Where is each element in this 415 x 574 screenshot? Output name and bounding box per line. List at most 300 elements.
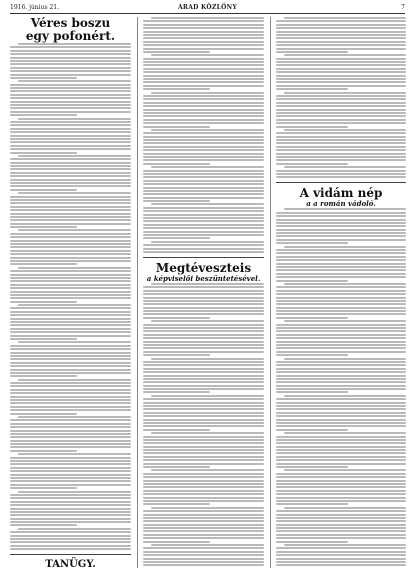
text-line-placeholder <box>143 248 264 250</box>
text-line-placeholder <box>10 67 131 69</box>
text-line-placeholder <box>10 206 131 208</box>
text-line-placeholder <box>276 239 406 241</box>
text-line-placeholder <box>143 375 264 377</box>
text-line-placeholder <box>10 226 77 228</box>
text-line-placeholder <box>10 240 131 242</box>
text-line-placeholder <box>143 109 264 111</box>
text-line-placeholder <box>10 148 131 150</box>
text-line-placeholder <box>10 189 77 191</box>
text-line-placeholder <box>10 406 131 408</box>
text-line-placeholder <box>143 20 264 22</box>
text-line-placeholder <box>276 95 406 97</box>
text-line-placeholder <box>10 369 131 371</box>
text-line-placeholder <box>276 58 406 60</box>
text-line-placeholder <box>276 153 406 155</box>
text-line-placeholder <box>10 158 131 160</box>
text-line-placeholder <box>10 328 131 330</box>
text-line-placeholder <box>143 102 264 104</box>
text-line-placeholder <box>18 304 131 306</box>
text-line-placeholder <box>143 476 264 478</box>
text-line-placeholder <box>276 293 406 295</box>
text-line-placeholder <box>10 433 131 435</box>
text-line-placeholder <box>143 436 264 438</box>
text-line-placeholder <box>10 355 131 357</box>
text-line-placeholder <box>276 510 406 512</box>
text-line-placeholder <box>10 121 131 123</box>
text-line-placeholder <box>276 115 406 117</box>
text-line-placeholder <box>276 85 406 87</box>
text-line-placeholder <box>143 412 264 414</box>
text-line-placeholder <box>143 534 264 536</box>
text-line-placeholder <box>276 64 406 66</box>
text-line-placeholder <box>143 530 264 532</box>
text-line-placeholder <box>143 398 264 400</box>
text-line-placeholder <box>276 514 406 516</box>
article-headline: Véres boszu <box>30 17 111 30</box>
text-line-placeholder <box>276 112 406 114</box>
text-line-placeholder <box>10 107 131 109</box>
text-line-placeholder <box>143 408 264 410</box>
text-line-placeholder <box>10 531 131 533</box>
text-line-placeholder <box>276 375 406 377</box>
text-line-placeholder <box>276 280 348 282</box>
text-line-placeholder <box>10 114 77 116</box>
text-line-placeholder <box>143 361 264 363</box>
text-line-placeholder <box>10 253 131 255</box>
column-2 <box>143 17 264 568</box>
text-line-placeholder <box>276 212 406 214</box>
text-line-placeholder <box>143 224 264 226</box>
text-line-placeholder <box>10 423 131 425</box>
text-line-placeholder <box>10 535 131 537</box>
text-line-placeholder <box>276 24 406 26</box>
text-line-placeholder <box>143 347 264 349</box>
text-line-placeholder <box>143 142 264 144</box>
text-line-placeholder <box>143 527 264 529</box>
text-line-placeholder <box>143 439 264 441</box>
text-line-placeholder <box>10 94 131 96</box>
text-line-placeholder <box>276 31 406 33</box>
text-line-placeholder <box>10 514 131 516</box>
text-line-placeholder <box>143 200 210 202</box>
text-line-placeholder <box>10 287 131 289</box>
text-line-placeholder <box>10 168 131 170</box>
text-line-placeholder <box>284 208 406 210</box>
text-line-placeholder <box>10 511 131 513</box>
text-line-placeholder <box>10 450 77 452</box>
text-line-placeholder <box>10 463 131 465</box>
text-line-placeholder <box>143 286 264 288</box>
text-line-placeholder <box>276 337 406 339</box>
text-line-placeholder <box>143 422 264 424</box>
text-line-placeholder <box>276 385 406 387</box>
text-line-placeholder <box>276 547 406 549</box>
text-line-placeholder <box>276 351 406 353</box>
text-line-placeholder <box>10 538 131 540</box>
text-line-placeholder <box>151 320 264 322</box>
text-line-placeholder <box>10 172 131 174</box>
text-line-placeholder <box>143 537 264 539</box>
text-line-placeholder <box>143 217 264 219</box>
text-line-placeholder <box>10 348 131 350</box>
text-line-placeholder <box>18 528 131 530</box>
text-line-placeholder <box>276 500 406 502</box>
text-line-placeholder <box>18 453 131 455</box>
text-line-placeholder <box>10 457 131 459</box>
text-line-placeholder <box>276 232 406 234</box>
text-line-placeholder <box>10 209 131 211</box>
text-line-placeholder <box>276 442 406 444</box>
text-line-placeholder <box>10 46 131 48</box>
text-line-placeholder <box>143 391 210 393</box>
text-line-placeholder <box>276 219 406 221</box>
text-line-placeholder <box>276 388 406 390</box>
text-line-placeholder <box>10 521 131 523</box>
text-line-placeholder <box>151 166 264 168</box>
text-line-placeholder <box>276 408 406 410</box>
text-line-placeholder <box>143 541 210 543</box>
text-line-placeholder <box>151 54 264 56</box>
text-line-placeholder <box>10 284 131 286</box>
text-line-placeholder <box>276 419 406 421</box>
text-line-placeholder <box>10 345 131 347</box>
text-line-placeholder <box>143 547 264 549</box>
text-line-placeholder <box>10 474 131 476</box>
text-line-placeholder <box>276 235 406 237</box>
text-line-placeholder <box>143 71 264 73</box>
text-line-placeholder <box>143 61 264 63</box>
text-line-placeholder <box>18 80 131 82</box>
text-line-placeholder <box>276 286 406 288</box>
text-line-placeholder <box>276 310 406 312</box>
text-line-placeholder <box>143 231 264 233</box>
text-line-placeholder <box>276 344 406 346</box>
text-line-placeholder <box>143 500 264 502</box>
text-line-placeholder <box>143 126 210 128</box>
issue-date: 1916. június 21. <box>10 4 59 11</box>
text-line-placeholder <box>276 242 348 244</box>
text-line-placeholder <box>276 136 406 138</box>
text-line-placeholder <box>276 402 406 404</box>
text-line-placeholder <box>10 335 131 337</box>
text-line-placeholder <box>10 524 77 526</box>
text-line-placeholder <box>143 351 264 353</box>
text-line-placeholder <box>143 459 264 461</box>
text-line-placeholder <box>276 102 406 104</box>
text-line-placeholder <box>276 88 348 90</box>
text-line-placeholder <box>143 452 264 454</box>
text-line-placeholder <box>276 98 406 100</box>
text-line-placeholder <box>18 491 131 493</box>
text-line-placeholder <box>143 37 264 39</box>
text-line-placeholder <box>276 139 406 141</box>
text-line-placeholder <box>143 75 264 77</box>
text-line-placeholder <box>10 314 131 316</box>
text-line-placeholder <box>143 180 264 182</box>
text-line-placeholder <box>10 274 131 276</box>
text-line-placeholder <box>10 419 131 421</box>
section-divider <box>276 182 406 183</box>
text-line-placeholder <box>10 338 77 340</box>
column-rule <box>270 17 271 568</box>
text-line-placeholder <box>18 229 131 231</box>
text-line-placeholder <box>143 146 264 148</box>
text-line-placeholder <box>276 142 406 144</box>
text-line-placeholder <box>10 409 131 411</box>
article-subheading: a a román vádoló. <box>306 199 376 209</box>
text-line-placeholder <box>276 27 406 29</box>
text-line-placeholder <box>276 368 406 370</box>
text-line-placeholder <box>10 263 77 265</box>
text-line-placeholder <box>276 41 406 43</box>
text-line-placeholder <box>10 270 131 272</box>
text-line-placeholder <box>276 439 406 441</box>
text-line-placeholder <box>143 159 264 161</box>
text-line-placeholder <box>284 54 406 56</box>
text-line-placeholder <box>10 223 131 225</box>
text-line-placeholder <box>143 307 264 309</box>
text-line-placeholder <box>10 131 131 133</box>
text-line-placeholder <box>143 88 210 90</box>
text-line-placeholder <box>143 170 264 172</box>
text-line-placeholder <box>143 313 264 315</box>
text-line-placeholder <box>276 34 406 36</box>
text-line-placeholder <box>10 291 131 293</box>
text-line-placeholder <box>10 440 131 442</box>
text-line-placeholder <box>18 43 131 45</box>
text-line-placeholder <box>10 202 131 204</box>
text-line-placeholder <box>143 378 264 380</box>
text-line-placeholder <box>276 476 406 478</box>
text-line-placeholder <box>10 301 77 303</box>
text-line-placeholder <box>143 293 264 295</box>
text-line-placeholder <box>284 544 406 546</box>
text-line-placeholder <box>143 132 264 134</box>
text-line-placeholder <box>143 183 264 185</box>
text-line-placeholder <box>10 277 131 279</box>
article-headline: Megtéveszteis <box>155 260 252 275</box>
text-line-placeholder <box>276 327 406 329</box>
text-line-placeholder <box>143 334 264 336</box>
text-line-placeholder <box>276 105 406 107</box>
text-line-placeholder <box>276 541 348 543</box>
text-line-placeholder <box>276 517 406 519</box>
text-line-placeholder <box>10 138 131 140</box>
article-body <box>143 17 264 253</box>
text-line-placeholder <box>151 129 264 131</box>
text-line-placeholder <box>143 561 264 563</box>
article-headline-line2: egy pofonért. <box>25 29 116 43</box>
text-line-placeholder <box>10 396 131 398</box>
text-line-placeholder <box>143 214 264 216</box>
text-line-placeholder <box>143 473 264 475</box>
text-line-placeholder <box>276 75 406 77</box>
text-line-placeholder <box>276 473 406 475</box>
section-divider <box>143 257 264 258</box>
text-line-placeholder <box>10 53 131 55</box>
text-line-placeholder <box>10 97 131 99</box>
text-line-placeholder <box>10 389 131 391</box>
text-line-placeholder <box>151 358 264 360</box>
text-line-placeholder <box>143 310 264 312</box>
text-line-placeholder <box>10 165 131 167</box>
text-line-placeholder <box>276 71 406 73</box>
text-line-placeholder <box>276 364 406 366</box>
text-line-placeholder <box>10 460 131 462</box>
text-line-placeholder <box>276 561 406 563</box>
text-line-placeholder <box>143 48 264 50</box>
text-line-placeholder <box>10 331 131 333</box>
text-line-placeholder <box>10 135 131 137</box>
text-line-placeholder <box>284 507 406 509</box>
text-line-placeholder <box>276 51 348 53</box>
text-line-placeholder <box>10 311 131 313</box>
text-line-placeholder <box>143 244 264 246</box>
text-line-placeholder <box>143 210 264 212</box>
article-headline: A vidám nép <box>299 186 383 201</box>
text-line-placeholder <box>143 466 210 468</box>
text-line-placeholder <box>143 524 264 526</box>
text-line-placeholder <box>276 527 406 529</box>
text-line-placeholder <box>10 74 131 76</box>
text-line-placeholder <box>276 163 348 165</box>
text-line-placeholder <box>143 344 264 346</box>
text-line-placeholder <box>10 124 131 126</box>
text-line-placeholder <box>143 115 264 117</box>
text-line-placeholder <box>276 290 406 292</box>
text-line-placeholder <box>151 469 264 471</box>
text-line-placeholder <box>276 126 348 128</box>
text-line-placeholder <box>10 141 131 143</box>
text-line-placeholder <box>276 347 406 349</box>
text-line-placeholder <box>10 196 131 198</box>
text-line-placeholder <box>276 480 406 482</box>
text-line-placeholder <box>10 436 131 438</box>
text-line-placeholder <box>143 517 264 519</box>
text-line-placeholder <box>284 469 406 471</box>
text-line-placeholder <box>143 64 264 66</box>
text-line-placeholder <box>276 68 406 70</box>
text-line-placeholder <box>276 486 406 488</box>
text-line-placeholder <box>18 416 131 418</box>
text-line-placeholder <box>276 324 406 326</box>
text-line-placeholder <box>276 48 406 50</box>
text-line-placeholder <box>276 256 406 258</box>
text-line-placeholder <box>276 37 406 39</box>
text-line-placeholder <box>10 470 131 472</box>
text-line-placeholder <box>276 530 406 532</box>
text-line-placeholder <box>10 179 131 181</box>
text-line-placeholder <box>10 501 131 503</box>
text-line-placeholder <box>276 173 406 175</box>
text-line-placeholder <box>10 152 77 154</box>
text-line-placeholder <box>143 68 264 70</box>
text-line-placeholder <box>143 456 264 458</box>
text-line-placeholder <box>143 327 264 329</box>
text-line-placeholder <box>276 391 348 393</box>
text-line-placeholder <box>284 246 406 248</box>
text-line-placeholder <box>10 162 131 164</box>
text-line-placeholder <box>143 520 264 522</box>
text-line-placeholder <box>151 241 264 243</box>
text-line-placeholder <box>276 466 348 468</box>
text-line-placeholder <box>143 442 264 444</box>
text-line-placeholder <box>151 432 264 434</box>
text-line-placeholder <box>143 112 264 114</box>
text-line-placeholder <box>276 44 406 46</box>
text-line-placeholder <box>143 153 264 155</box>
text-line-placeholder <box>143 173 264 175</box>
text-line-placeholder <box>143 303 264 305</box>
text-line-placeholder <box>10 57 131 59</box>
text-line-placeholder <box>143 34 264 36</box>
text-line-placeholder <box>143 105 264 107</box>
text-line-placeholder <box>10 243 131 245</box>
text-line-placeholder <box>143 78 264 80</box>
text-line-placeholder <box>143 136 264 138</box>
text-line-placeholder <box>143 297 264 299</box>
text-line-placeholder <box>276 534 406 536</box>
text-line-placeholder <box>10 446 131 448</box>
text-line-placeholder <box>276 225 406 227</box>
text-line-placeholder <box>143 98 264 100</box>
text-line-placeholder <box>10 182 131 184</box>
text-line-placeholder <box>143 429 210 431</box>
text-line-placeholder <box>10 70 131 72</box>
text-line-placeholder <box>276 334 406 336</box>
text-line-placeholder <box>18 192 131 194</box>
text-line-placeholder <box>143 300 264 302</box>
newspaper-title: ARAD KÖZLÖNY <box>177 4 238 11</box>
text-line-placeholder <box>276 483 406 485</box>
text-line-placeholder <box>18 379 131 381</box>
text-line-placeholder <box>143 364 264 366</box>
text-line-placeholder <box>10 399 131 401</box>
text-line-placeholder <box>143 514 264 516</box>
text-line-placeholder <box>10 101 131 103</box>
text-line-placeholder <box>10 362 131 364</box>
text-line-placeholder <box>143 44 264 46</box>
text-line-placeholder <box>276 149 406 151</box>
text-line-placeholder <box>276 398 406 400</box>
text-line-placeholder <box>143 156 264 158</box>
text-line-placeholder <box>143 385 264 387</box>
text-line-placeholder <box>10 104 131 106</box>
text-line-placeholder <box>284 395 406 397</box>
text-line-placeholder <box>143 405 264 407</box>
text-line-placeholder <box>284 358 406 360</box>
text-line-placeholder <box>143 149 264 151</box>
text-line-placeholder <box>276 456 406 458</box>
text-line-placeholder <box>276 463 406 465</box>
text-line-placeholder <box>276 381 406 383</box>
text-line-placeholder <box>143 554 264 556</box>
text-line-placeholder <box>143 354 210 356</box>
text-line-placeholder <box>143 381 264 383</box>
text-line-placeholder <box>276 222 406 224</box>
article-body <box>10 43 131 550</box>
text-line-placeholder <box>276 215 406 217</box>
text-line-placeholder <box>276 452 406 454</box>
text-line-placeholder <box>276 558 406 560</box>
text-line-placeholder <box>10 250 131 252</box>
text-line-placeholder <box>10 90 131 92</box>
text-line-placeholder <box>10 487 77 489</box>
text-line-placeholder <box>276 259 406 261</box>
text-line-placeholder <box>276 429 348 431</box>
text-line-placeholder <box>276 159 406 161</box>
text-line-placeholder <box>10 352 131 354</box>
